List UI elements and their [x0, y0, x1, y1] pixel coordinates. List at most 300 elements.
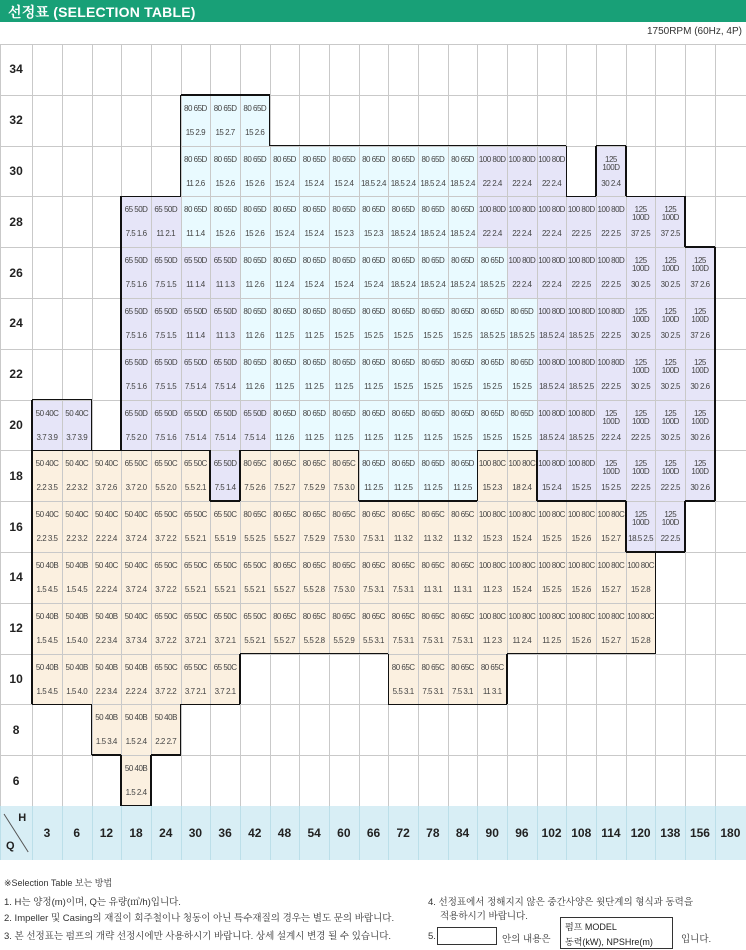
pump-model: 65 50C: [213, 611, 237, 621]
power-npsh: 7.5 1.4: [214, 483, 236, 493]
power-npsh: 22 2.5: [601, 280, 621, 290]
pump-model: 50 40C: [94, 510, 118, 520]
legend-model-label: 펌프 MODEL: [565, 922, 617, 932]
power-npsh: 15 2.5: [541, 534, 562, 544]
pump-model: 125 100D: [661, 357, 679, 375]
selection-cell: [388, 450, 418, 501]
selection-cell: [121, 298, 151, 349]
selection-cell: [566, 501, 596, 552]
region-border: [239, 450, 241, 501]
power-npsh: 5.5 2.1: [184, 483, 206, 493]
pump-model: 80 65D: [451, 459, 474, 469]
region-border: [240, 94, 270, 96]
selection-cell: [92, 603, 122, 654]
selection-cell: [181, 247, 211, 298]
selection-cell: [477, 196, 507, 247]
head-label: 28: [9, 214, 23, 229]
power-npsh: 5.5 2.0: [155, 483, 177, 493]
power-npsh: 18.5 2.5: [568, 331, 594, 340]
pump-model: 80 65D: [362, 256, 385, 266]
power-npsh: 22 2.5: [601, 381, 621, 391]
power-npsh: 7.5 3.0: [333, 585, 355, 594]
power-npsh: 5.5 2.1: [214, 585, 236, 594]
selection-cell: [151, 450, 181, 501]
pump-model: 50 40C: [124, 561, 148, 570]
pump-model: 50 40B: [95, 713, 118, 723]
power-npsh: 7.5 1.4: [214, 381, 236, 391]
pump-model: 125 100D: [632, 408, 650, 426]
selection-cell: [181, 95, 211, 146]
power-npsh: 2.2 3.4: [95, 686, 117, 696]
power-npsh: 11 2.5: [393, 432, 413, 442]
region-border: [151, 754, 181, 756]
selection-cell: [240, 196, 270, 247]
power-npsh: 18.5 2.4: [390, 280, 416, 290]
pump-model: 80 65D: [184, 103, 207, 113]
power-npsh: 3.7 2.1: [184, 686, 206, 696]
pump-model: 80 65D: [302, 154, 326, 164]
selection-cell: [240, 247, 270, 298]
axis-vline: [62, 806, 63, 860]
power-npsh: 15 2.4: [274, 178, 295, 188]
pump-model: 100 80C: [538, 611, 565, 621]
power-npsh: 18.5 2.4: [390, 229, 416, 239]
power-npsh: 7.5 3.1: [363, 585, 384, 594]
power-npsh: 7.5 1.6: [125, 280, 147, 290]
selection-cell: [596, 552, 626, 603]
selection-cell: [92, 501, 122, 552]
pump-model: 80 65D: [362, 307, 385, 316]
pump-model: 100 80D: [508, 256, 536, 266]
h-axis-label: H: [18, 812, 27, 824]
selection-cell: [685, 298, 715, 349]
region-border: [210, 94, 240, 96]
flow-label: 66: [366, 826, 381, 840]
power-npsh: 15 2.3: [482, 534, 502, 544]
pump-model: 65 50D: [213, 307, 237, 316]
pump-model: 65 50C: [124, 459, 148, 469]
pump-model: 125 100D: [661, 256, 679, 274]
selection-cell: [240, 603, 270, 654]
selection-cell: [151, 501, 181, 552]
power-npsh: 15 2.5: [423, 381, 443, 391]
selection-cell: [359, 400, 389, 451]
power-npsh: 18.5 2.4: [539, 331, 565, 340]
power-npsh: 15 2.6: [215, 178, 235, 188]
pump-model: 100 80D: [567, 307, 595, 316]
region-border: [270, 145, 300, 147]
selection-cell: [92, 552, 122, 603]
selection-cell: [388, 501, 418, 552]
pump-model: 80 65D: [451, 307, 474, 316]
pump-model: 50 40C: [65, 408, 89, 418]
pump-model: 65 50C: [213, 561, 237, 570]
power-npsh: 11 2.5: [542, 635, 561, 645]
region-border: [477, 450, 507, 452]
region-border: [566, 653, 596, 655]
selection-cell: [388, 654, 418, 705]
selection-cell: [537, 349, 567, 400]
pump-model: 80 65C: [302, 561, 326, 570]
selection-cell: [566, 552, 596, 603]
region-border: [507, 653, 537, 655]
power-npsh: 11 3.1: [453, 585, 472, 594]
pump-model: 80 65C: [243, 459, 267, 469]
pump-model: 50 40C: [35, 408, 59, 418]
pump-model: 80 65D: [332, 307, 356, 316]
pump-model: 80 65D: [213, 103, 237, 113]
power-npsh: 7.5 1.4: [244, 432, 266, 442]
axis-vline: [626, 806, 627, 860]
power-npsh: 5.5 2.5: [244, 534, 266, 544]
selection-cell: [240, 298, 270, 349]
region-border: [32, 450, 62, 452]
region-border: [270, 450, 300, 452]
selection-cell: [181, 196, 211, 247]
power-npsh: 30 2.5: [630, 280, 651, 290]
axis-vline: [448, 806, 449, 860]
power-npsh: 11 2.5: [364, 432, 383, 442]
power-npsh: 15 2.5: [482, 432, 502, 442]
selection-cell: [151, 247, 181, 298]
region-border: [714, 349, 716, 400]
selection-cell: [92, 654, 122, 705]
power-npsh: 11 2.1: [156, 229, 176, 239]
selection-cell: [121, 400, 151, 451]
selection-cell: [596, 400, 626, 451]
selection-cell: [626, 450, 656, 501]
power-npsh: 15 2.7: [215, 127, 235, 137]
region-border: [120, 298, 122, 349]
selection-cell: [448, 552, 478, 603]
power-npsh: 18.5 2.4: [420, 178, 446, 188]
power-npsh: 15 2.5: [334, 331, 354, 340]
power-npsh: 15 2.3: [482, 483, 502, 493]
selection-cell: [121, 247, 151, 298]
power-npsh: 18.5 2.4: [539, 432, 565, 442]
power-npsh: 15 2.6: [245, 127, 265, 137]
pump-model: 50 40B: [124, 764, 148, 774]
power-npsh: 15 2.5: [363, 331, 384, 340]
selection-cell: [270, 349, 300, 400]
selection-cell: [507, 603, 537, 654]
selection-cell: [270, 552, 300, 603]
grid-vline: [299, 44, 300, 806]
region-border: [209, 450, 211, 501]
pump-model: 125 100D: [691, 408, 709, 426]
note-5-num: 5.: [428, 931, 436, 942]
grid-hline: [0, 704, 746, 705]
power-npsh: 1.5 2.4: [125, 737, 147, 747]
axis-vline: [359, 806, 360, 860]
pump-model: 80 65D: [243, 103, 267, 113]
selection-cell: [329, 247, 359, 298]
pump-model: 125 100D: [632, 357, 650, 375]
power-npsh: 11 2.6: [245, 381, 265, 391]
selection-cell: [448, 400, 478, 451]
pump-model: 80 65C: [391, 561, 415, 570]
power-npsh: 3.7 2.4: [125, 534, 147, 544]
pump-model: 65 50D: [154, 256, 178, 266]
region-border: [388, 500, 418, 502]
region-border: [714, 450, 716, 501]
pump-model: 100 80C: [567, 561, 595, 570]
power-npsh: 30 2.6: [690, 381, 710, 391]
region-border: [595, 146, 597, 197]
power-npsh: 11 2.5: [364, 381, 383, 391]
pump-model: 65 50D: [184, 357, 207, 367]
region-border: [359, 500, 389, 502]
selection-cell: [418, 603, 448, 654]
power-npsh: 22 2.5: [660, 534, 680, 544]
region-border: [684, 196, 686, 247]
selection-cell: [418, 349, 448, 400]
head-label: 30: [9, 164, 23, 178]
flow-label: 84: [455, 826, 470, 840]
selection-cell: [507, 450, 537, 501]
power-npsh: 11 3.2: [393, 534, 413, 544]
pump-model: 50 40B: [154, 713, 177, 723]
power-npsh: 7.5 1.6: [155, 432, 177, 442]
pump-model: 80 65C: [362, 510, 385, 520]
region-border: [91, 400, 93, 451]
pump-model: 80 65D: [362, 357, 385, 367]
pump-model: 50 40C: [35, 510, 59, 520]
region-border: [359, 653, 389, 655]
pump-model: 65 50D: [154, 307, 178, 316]
power-npsh: 2.2 2.7: [155, 737, 177, 747]
axis-vline: [715, 806, 716, 860]
power-npsh: 22 2.4: [482, 178, 502, 188]
region-border: [448, 500, 478, 502]
region-border: [685, 500, 715, 502]
selection-cell: [299, 603, 329, 654]
selection-cell: [299, 552, 329, 603]
pump-model: 50 40C: [124, 510, 148, 520]
axis-vline: [418, 806, 419, 860]
selection-cell: [418, 552, 448, 603]
pump-model: 80 65D: [273, 307, 296, 316]
power-npsh: 5.5 3.1: [363, 635, 384, 645]
selection-cell: [151, 704, 181, 755]
region-border: [32, 399, 62, 401]
selection-cell: [329, 349, 359, 400]
pump-model: 100 80C: [508, 611, 536, 621]
pump-model: 100 80C: [478, 611, 506, 621]
selection-cell: [210, 552, 240, 603]
selection-cell: [359, 552, 389, 603]
pump-model: 100 80C: [538, 561, 565, 570]
selection-cell: [329, 603, 359, 654]
power-npsh: 18.5 2.5: [509, 331, 535, 340]
title-bar: [0, 0, 746, 22]
selection-cell: [181, 552, 211, 603]
pump-model: 80 65D: [451, 154, 474, 164]
selection-cell: [418, 400, 448, 451]
grid-vline: [418, 44, 419, 806]
pump-model: 80 65D: [332, 205, 356, 215]
pump-model: 100 80D: [508, 154, 536, 164]
power-npsh: 2.2 3.2: [66, 483, 88, 493]
region-border: [180, 704, 182, 755]
selection-cell: [418, 654, 448, 705]
selection-cell: [596, 603, 626, 654]
selection-cell: [537, 298, 567, 349]
power-npsh: 11 2.5: [304, 381, 324, 391]
pump-model: 100 80D: [597, 256, 625, 266]
pump-model: 80 65D: [243, 154, 267, 164]
region-border: [714, 298, 716, 349]
region-border: [625, 501, 627, 552]
pump-model: 80 65D: [510, 408, 534, 418]
selection-cell: [388, 552, 418, 603]
power-npsh: 15 2.5: [452, 432, 473, 442]
power-npsh: 11 2.5: [364, 483, 383, 493]
power-npsh: 15 2.5: [571, 483, 591, 493]
selection-cell: [240, 349, 270, 400]
pump-model: 65 50C: [184, 510, 207, 520]
selection-cell: [62, 552, 92, 603]
region-border: [388, 145, 418, 147]
power-npsh: 11 2.4: [275, 280, 294, 290]
pump-model: 65 50C: [213, 510, 237, 520]
pump-model: 100 80C: [538, 510, 565, 520]
region-border: [448, 145, 478, 147]
selection-cell: [418, 196, 448, 247]
selection-cell: [329, 298, 359, 349]
grid-hline: [0, 349, 746, 350]
pump-model: 80 65D: [421, 307, 445, 316]
axis-vline: [32, 806, 33, 860]
pump-model: 80 65C: [421, 611, 445, 621]
pump-model: 80 65D: [421, 459, 445, 469]
region-border: [299, 450, 329, 452]
power-npsh: 2.2 2.4: [95, 534, 117, 544]
power-npsh: 18.5 2.4: [361, 178, 386, 188]
selection-cell: [626, 247, 656, 298]
power-npsh: 3.7 2.2: [155, 635, 177, 645]
pump-model: 80 65D: [213, 205, 237, 215]
flow-label: 108: [571, 826, 592, 840]
selection-cell: [329, 400, 359, 451]
power-npsh: 11 2.5: [453, 483, 472, 493]
grid-vline: [270, 44, 271, 806]
selection-cell: [626, 196, 656, 247]
selection-cell: [626, 552, 656, 603]
region-border: [596, 653, 626, 655]
selection-cell: [566, 349, 596, 400]
selection-cell: [507, 400, 537, 451]
grid-vline: [210, 44, 211, 806]
region-border: [181, 704, 211, 706]
power-npsh: 7.5 2.7: [273, 483, 295, 493]
pump-model: 80 65C: [273, 561, 296, 570]
power-npsh: 11 3.2: [453, 534, 472, 544]
flow-label: 3: [43, 826, 51, 840]
region-border: [180, 95, 182, 146]
region-border: [180, 146, 182, 197]
pump-model: 80 65C: [273, 510, 296, 520]
head-label: 32: [9, 113, 23, 128]
selection-cell: [507, 501, 537, 552]
pump-model: 125 100D: [661, 205, 679, 223]
power-npsh: 15 2.4: [274, 229, 295, 239]
axis-vline: [685, 806, 686, 860]
power-npsh: 2.2 2.4: [95, 585, 117, 594]
power-npsh: 2.2 3.5: [36, 483, 58, 493]
selection-cell: [477, 247, 507, 298]
selection-cell: [359, 247, 389, 298]
power-npsh: 3.7 2.4: [125, 585, 147, 594]
pump-model: 80 65C: [391, 662, 415, 672]
region-border: [418, 145, 448, 147]
pump-model: 80 65D: [362, 154, 385, 164]
power-npsh: 37 2.6: [690, 280, 710, 290]
flow-label: 6: [73, 826, 81, 840]
power-npsh: 11 2.5: [304, 331, 324, 340]
legend-box: [560, 917, 673, 949]
pump-model: 100 80D: [597, 205, 625, 215]
region-border: [625, 146, 627, 197]
selection-cell: [388, 400, 418, 451]
pump-model: 80 65D: [480, 357, 504, 367]
power-npsh: 11 2.6: [275, 432, 294, 442]
pump-model: 80 65D: [302, 357, 326, 367]
power-npsh: 3.7 3.9: [66, 432, 88, 442]
pump-model: 100 80C: [508, 561, 536, 570]
pump-model: 80 65D: [362, 459, 385, 469]
selection-cell: [477, 349, 507, 400]
selection-cell: [685, 349, 715, 400]
selection-cell: [270, 603, 300, 654]
pump-model: 80 65D: [510, 307, 534, 316]
power-npsh: 15 2.9: [185, 127, 206, 137]
power-npsh: 11 3.1: [423, 585, 443, 594]
pump-model: 65 50D: [124, 205, 148, 215]
power-npsh: 11 2.4: [512, 635, 532, 645]
power-npsh: 7.5 1.4: [214, 432, 236, 442]
pump-model: 50 40C: [124, 611, 148, 621]
pump-model: 80 65C: [451, 662, 474, 672]
power-npsh: 7.5 2.0: [125, 432, 147, 442]
power-npsh: 15 2.4: [304, 178, 324, 188]
power-npsh: 15 2.8: [630, 585, 651, 594]
note-4: 4. 선정표에서 정해지지 않은 중간사양은 윗단계의 형식과 동력을: [428, 897, 694, 908]
pump-model: 100 80C: [508, 459, 536, 469]
region-border: [537, 145, 567, 147]
power-npsh: 22 2.4: [601, 432, 621, 442]
head-label: 10: [9, 672, 23, 686]
pump-model: 50 40B: [124, 713, 148, 723]
selection-cell: [596, 450, 626, 501]
selection-cell: [240, 400, 270, 451]
selection-cell: [329, 501, 359, 552]
region-border: [477, 704, 507, 706]
flow-label: 42: [248, 826, 262, 840]
power-npsh: 15 2.5: [541, 585, 562, 594]
power-npsh: 15 2.4: [334, 280, 354, 290]
selection-cell: [151, 603, 181, 654]
power-npsh: 15 2.7: [601, 534, 621, 544]
power-npsh: 15 2.5: [452, 331, 473, 340]
grid-vline: [329, 44, 330, 806]
flow-label: 114: [601, 826, 621, 840]
grid-vline: [62, 44, 63, 806]
region-border: [150, 755, 152, 806]
power-npsh: 7.5 3.1: [363, 534, 384, 544]
power-npsh: 3.7 2.0: [125, 483, 147, 493]
selection-cell: [62, 603, 92, 654]
